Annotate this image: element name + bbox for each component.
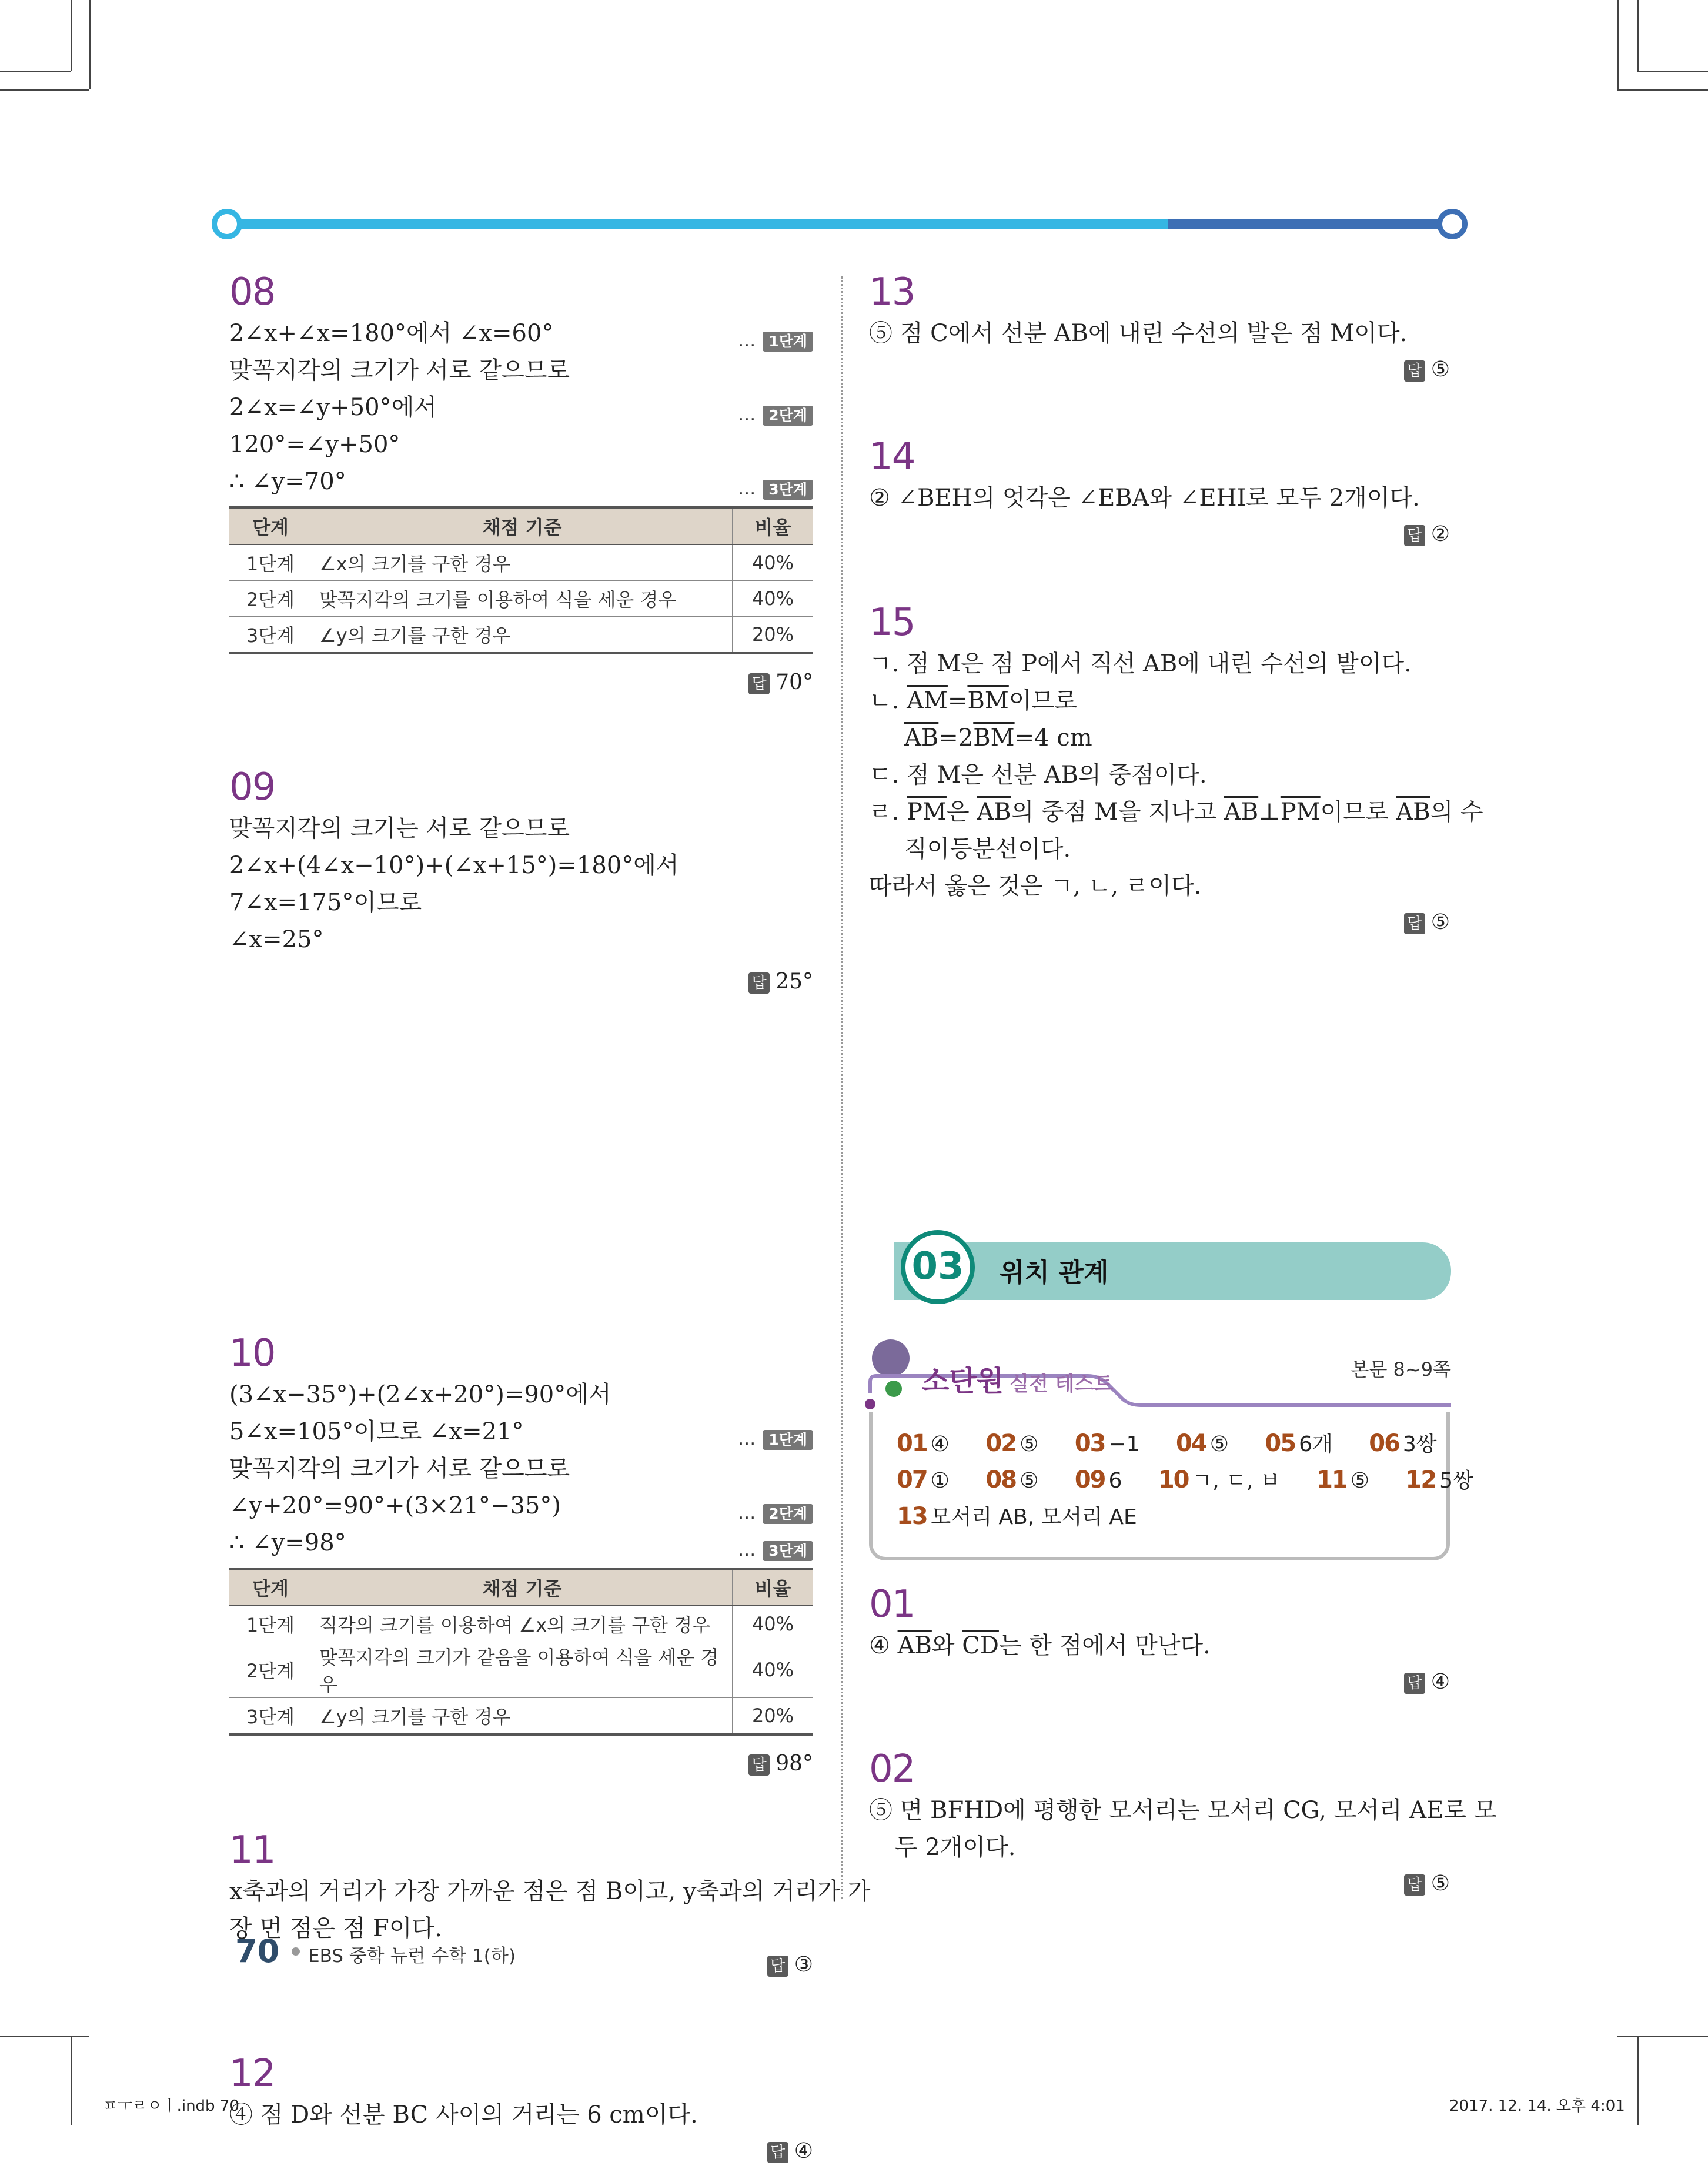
step-badge: … 3단계	[738, 1532, 813, 1569]
table-row: 3단계 ∠y의 크기를 구한 경우 20%	[229, 1698, 813, 1735]
crop-mark	[1617, 2036, 1708, 2037]
answer-mark: 답	[1404, 360, 1425, 382]
solution-line: ⑤ 면 BFHD에 평행한 모서리는 모서리 CG, 모서리 AE로 모	[869, 1797, 1497, 1824]
step-badge: … 3단계	[738, 470, 813, 507]
solution-line: ㄴ. $\overline{AM}=\overline{BM}$이므로	[869, 687, 1077, 714]
answer: 답 ②	[869, 517, 1450, 552]
answer: 답 ④	[229, 2134, 813, 2169]
solution-line: 2∠x+(4∠x−10°)+(∠x+15°)=180°에서	[229, 852, 679, 879]
answer: 답 ⑤	[869, 352, 1450, 387]
answer: 답 25°	[229, 964, 813, 1000]
answer-key-row: 07 ① 08 ⑤ 09 6 10 ㄱ, ㄷ, ㅂ 11 ⑤ 12 5쌍	[897, 1466, 1473, 1493]
crop-mark	[1617, 0, 1619, 89]
solution-line: (3∠x−35°)+(2∠x+20°)=90°에서	[229, 1381, 611, 1408]
bullet-icon	[292, 1947, 300, 1956]
table-header: 단계	[229, 507, 312, 544]
section-number: 03	[901, 1230, 975, 1304]
answer-mark: 답	[748, 972, 770, 994]
problem-03-02	[869, 1746, 1497, 1901]
file-slug: ㅍㅜㄹㅇㅣ.indb 70	[103, 2097, 239, 2115]
crop-mark	[1637, 2036, 1639, 2125]
problem-09	[229, 764, 813, 1000]
answer-mark: 답	[767, 2142, 788, 2163]
crop-mark	[89, 0, 91, 89]
problem-number: 08	[229, 270, 275, 314]
table-row: 2단계 맞꼭지각의 크기가 같음을 이용하여 식을 세운 경우 40%	[229, 1642, 813, 1698]
book-title: EBS 중학 뉴런 수학 1(하)	[308, 1946, 516, 1967]
problem-number: 14	[869, 435, 915, 479]
problem-number: 01	[869, 1583, 915, 1626]
problem-08	[229, 269, 813, 700]
section-header-bar	[894, 1242, 1451, 1300]
crop-mark	[71, 0, 72, 71]
solution-line: ∠x=25°	[229, 926, 324, 953]
print-timestamp: 2017. 12. 14. 오후 4:01	[1449, 2097, 1625, 2115]
scoring-table	[229, 506, 813, 654]
page-number: 70	[235, 1933, 280, 1970]
problem-10	[229, 1331, 813, 1782]
column-divider	[841, 276, 843, 1899]
solution-line: 두 2개이다.	[895, 1834, 1016, 1861]
scoring-table	[229, 1568, 813, 1736]
problem-03-01	[869, 1582, 1450, 1700]
solution-line: ⑤ 점 C에서 선분 AB에 내린 수선의 발은 점 M이다.	[869, 320, 1408, 347]
solution-line: ② ∠BEH의 엇각은 ∠EBA와 ∠EHI로 모두 2개이다.	[869, 484, 1420, 512]
solution-line: ∴ ∠y=98° … 3단계	[229, 1525, 813, 1562]
answer: 답 98°	[229, 1746, 813, 1782]
solution-line: x축과의 거리가 가장 가까운 점은 점 B이고, y축과의 거리가 가	[229, 1878, 871, 1905]
answer: 답 ⑤	[869, 1866, 1450, 1901]
table-row: 2단계 맞꼭지각의 크기를 이용하여 식을 세운 경우 40%	[229, 581, 813, 617]
solution-line: ㄷ. 점 M은 선분 AB의 중점이다.	[869, 761, 1207, 788]
crop-mark	[1637, 0, 1639, 71]
solution-line: 맞꼭지각의 크기가 서로 같으므로	[229, 1455, 570, 1482]
answer-mark: 답	[1404, 913, 1425, 934]
solution-line: 2∠x=∠y+50°에서 … 2단계	[229, 389, 813, 426]
table-header: 비율	[733, 1569, 814, 1606]
solution-line: ㄱ. 점 M은 점 P에서 직선 AB에 내린 수선의 발이다.	[869, 650, 1412, 677]
solution-line: 맞꼭지각의 크기가 서로 같으므로	[229, 357, 570, 384]
problem-13	[869, 269, 1450, 387]
answer-mark: 답	[1404, 525, 1425, 546]
test-title: 소단원 실전 테스트	[922, 1365, 1114, 1398]
step-badge: … 2단계	[738, 396, 813, 433]
table-header: 단계	[229, 1569, 312, 1606]
solution-line: 직이등분선이다.	[904, 835, 1071, 863]
answer: 답 ⑤	[869, 905, 1450, 940]
solution-line: 7∠x=175°이므로	[229, 889, 422, 916]
table-row: 1단계 직각의 크기를 이용하여 ∠x의 크기를 구한 경우 40%	[229, 1606, 813, 1642]
solution-line: 맞꼭지각의 크기는 서로 같으므로	[229, 815, 570, 842]
table-header: 비율	[733, 507, 814, 544]
crop-mark	[0, 2036, 89, 2037]
section-title: 위치 관계	[1000, 1258, 1109, 1288]
answer: 답 70°	[229, 665, 813, 700]
problem-15	[869, 600, 1483, 940]
problem-number: 09	[229, 766, 275, 809]
solution-line: ④ $\overline{AB}$와 $\overline{CD}$는 한 점에서 만난다.	[869, 1632, 1211, 1659]
solution-line: 5∠x=105°이므로 ∠x=21° … 1단계	[229, 1413, 813, 1451]
answer-mark: 답	[1404, 1874, 1425, 1896]
problem-number: 13	[869, 270, 915, 314]
solution-line: 2∠x+∠x=180°에서 ∠x=60° … 1단계	[229, 315, 813, 352]
answer-mark: 답	[748, 1754, 770, 1776]
crop-mark	[71, 2036, 72, 2125]
problem-number: 02	[869, 1747, 915, 1791]
step-badge: … 1단계	[738, 322, 813, 359]
solution-line: 120°=∠y+50°	[229, 431, 400, 458]
crop-mark	[0, 89, 89, 91]
table-header: 채점 기준	[312, 1569, 733, 1606]
problem-number: 10	[229, 1332, 275, 1375]
crop-mark	[1637, 71, 1708, 72]
problem-12	[229, 2051, 813, 2169]
answer: 답 ④	[869, 1665, 1450, 1700]
problem-14	[869, 434, 1450, 552]
crop-mark	[0, 71, 71, 72]
solution-line: ④ 점 D와 선분 BC 사이의 거리는 6 cm이다.	[229, 2101, 698, 2128]
step-badge: … 2단계	[738, 1495, 813, 1532]
answer-mark: 답	[1404, 1673, 1425, 1694]
solution-line: 장 먼 점은 점 F이다.	[229, 1915, 442, 1942]
solution-line: 따라서 옳은 것은 ㄱ, ㄴ, ㄹ이다.	[869, 873, 1202, 900]
table-row: 3단계 ∠y의 크기를 구한 경우 20%	[229, 617, 813, 654]
solution-line: ∠y+20°=90°+(3×21°−35°) … 2단계	[229, 1488, 813, 1525]
problem-number: 12	[229, 2052, 275, 2096]
step-badge: … 1단계	[738, 1421, 813, 1458]
solution-line: $\overline{AB}=2\overline{BM}=4$ cm	[904, 724, 1092, 751]
page-reference: 본문 8~9쪽	[1351, 1358, 1451, 1381]
answer-key-row: 13 모서리 AB, 모서리 AE	[897, 1503, 1137, 1530]
crop-mark	[1617, 89, 1708, 91]
header-bar	[221, 219, 1458, 229]
table-header: 채점 기준	[312, 507, 733, 544]
solution-line: ㄹ. $\overline{PM}$은 $\overline{AB}$의 중점 M을 지나고 $\overline{AB}\perp\overline{PM}$이므로 $\overline{AB}$의 수	[869, 798, 1483, 826]
solution-line: ∴ ∠y=70° … 3단계	[229, 463, 813, 500]
answer-mark: 답	[767, 1956, 788, 1977]
answer-mark: 답	[748, 673, 770, 694]
problem-number: 15	[869, 601, 915, 644]
answer: 답 ③	[229, 1947, 813, 1983]
right-column	[869, 269, 1483, 934]
problem-number: 11	[229, 1829, 275, 1872]
table-row: 1단계 ∠x의 크기를 구한 경우 40%	[229, 544, 813, 581]
answer-key-row: 01 ④ 02 ⑤ 03 −1 04 ⑤ 05 6개 06 3쌍	[897, 1430, 1437, 1457]
